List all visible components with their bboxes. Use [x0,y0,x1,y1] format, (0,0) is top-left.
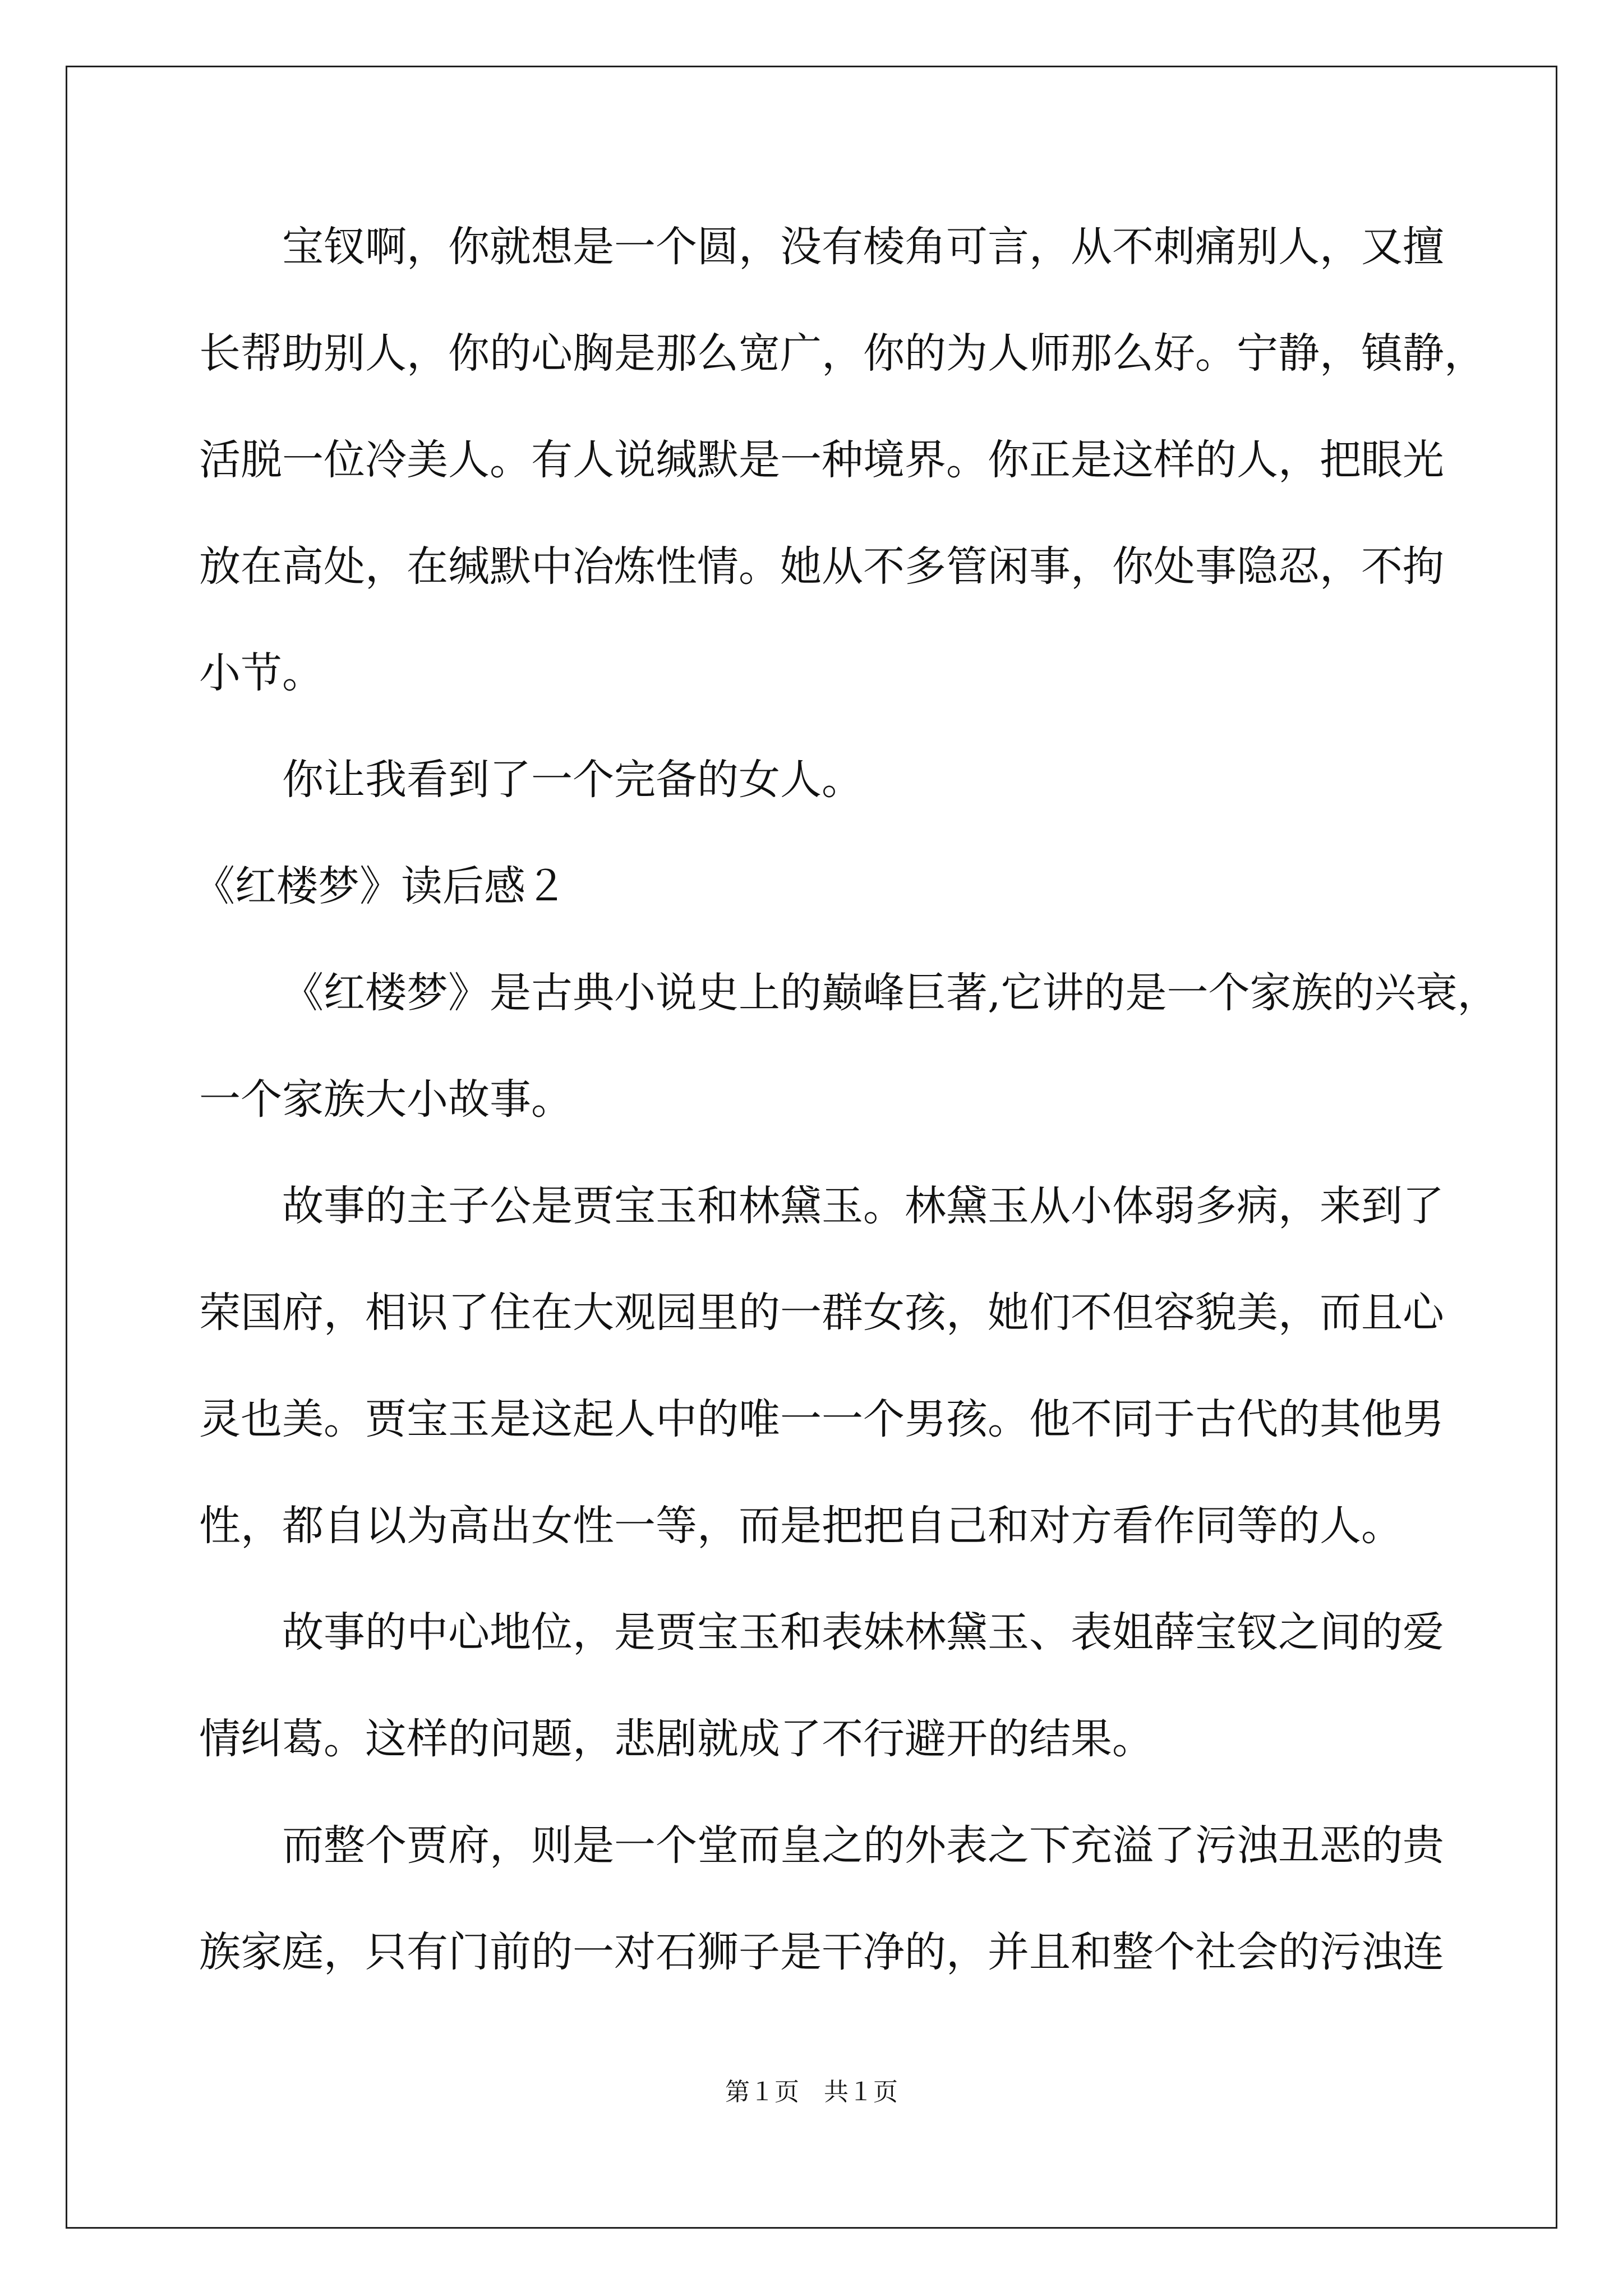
text-line: 一个家族大小故事。 [199,1075,573,1124]
text-line: 故事的主子公是贾宝玉和林黛玉。林黛玉从小体弱多病，来到了 [282,1182,1444,1230]
text-line: 情纠葛。这样的问题，悲剧就成了不行避开的结果。 [199,1715,1154,1763]
document-body [193,216,1499,2028]
text-line: 小节。 [199,649,324,697]
text-line: 宝钗啊，你就想是一个圆，没有棱角可言，从不刺痛别人，又擅 [282,223,1444,271]
text-line: 活脱一位冷美人。有人说缄默是一种境界。你正是这样的人，把眼光 [199,436,1444,484]
text-line: 放在高处，在缄默中冶炼性情。她从不多管闲事，你处事隐忍，不拘 [199,542,1444,591]
text-line: 故事的中心地位，是贾宝玉和表妹林黛玉、表姐薛宝钗之间的爱 [282,1608,1444,1657]
text-line: 而整个贾府，则是一个堂而皇之的外表之下充溢了污浊丑恶的贵 [282,1821,1444,1870]
text-line: 《红楼梦》是古典小说史上的巅峰巨著,它讲的是一个家族的兴衰， [282,969,1499,1017]
text-line: 荣国府，相识了住在大观园里的一群女孩，她们不但容貌美，而且心 [199,1289,1444,1337]
text-line: 族家庭，只有门前的一对石狮子是干净的，并且和整个社会的污浊连 [199,1928,1444,1976]
text-line: 长帮助别人，你的心胸是那么宽广，你的为人师那么好。宁静，镇静， [199,329,1486,378]
text-line: 灵也美。贾宝玉是这起人中的唯一一个男孩。他不同于古代的其他男 [199,1395,1444,1443]
text-line: 你让我看到了一个完备的女人。 [282,756,863,804]
section-heading: 《红楼梦》读后感２ [193,862,567,910]
page-footer: 第１页 共１页 [725,2078,898,2106]
text-line: 性，都自以为高出女性一等，而是把把自己和对方看作同等的人。 [199,1502,1403,1550]
